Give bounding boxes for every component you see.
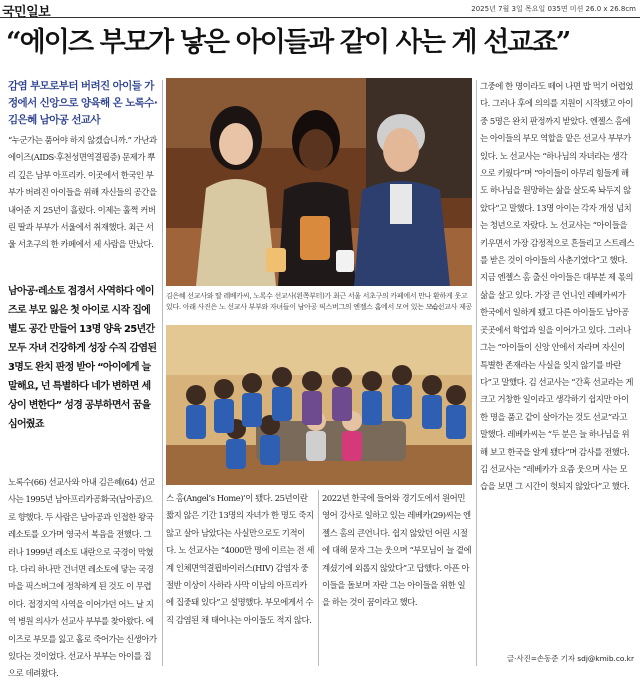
group-photo <box>166 325 472 485</box>
group-photo-illustration <box>166 325 472 485</box>
subheading-block: 남아공·레소토 접경서 사역하다 에이즈로 부모 잃은 첫 아이로 시작 집에 별도 공간 만들어 13명 양육 25년간 모두 자녀 건강하게 성장 수직 감염된 3명도 완치 판정 받아 “아이에게 늘 말해요, 넌 특별하다 네가 변하면 세상이 변한다” 성경 공부하면서 꿈을 심어줬죠 <box>8 286 157 430</box>
column-divider <box>318 490 319 666</box>
portrait-photo <box>166 78 472 286</box>
masthead <box>0 0 640 18</box>
article-paragraph: 그중에 한 명이라도 떼어 나면 밥 먹기 어렵었다. 그러나 후에 의의를 지원이 시작됐고 아이 중 5명은 완치 판정까지 받았다. 엔젤스 홈에는 아이들의 부모 역할을 맡은 선교사 부부가 있다. 노 선교사는 “하나님의 자녀라는 생각으로 키웠다”며 “아이들이 아무리 힘들게 해도 하나님을 원망하는 삶을 살도록 놔두지 않았다”고 말했다. 13명 아이는 각자 개성 넘치는 청년으로 자랐다. 노 선교사는 “아이들을 키우면서 가장 감정적으로 흔들리고 스트레스를 받은 것이 아이들의 사춘기였다”고 했다. 지금 엔젤스 홈 출신 아이들은 대부분 제 몫의 삶을 살고 있다. 가장 큰 언니인 레베카씨가 한국에서 일하게 됐고 다른 아이들도 남아공 곳곳에서 학업과 일을 이어가고 있다. 그러나 그는 “아이들이 신앙 안에서 자라며 자신이 특별한 존재라는 사실을 잊지 않기를 바란다”고 말했다. 김 선교사는 “간혹 선교라는 게 크고 거창한 일이라고 생각하기 쉽지만 아이 한 명을 품고 같이 살아가는 것도 선교”라고 말했다. 레베카씨는 “두 분은 늘 하나님을 위해 보고 한국을 알게 됐다”며 감사를 전했다. 김 선교사는 “레베카가 요즘 웃으며 사는 모습을 보면 그 시간이 헛되지 않았다”고 했다. <box>480 81 635 492</box>
photo-caption <box>166 291 472 313</box>
article-column-1 <box>8 474 158 679</box>
paper-name: 국민일보 <box>2 5 51 20</box>
article-paragraph: 2022년 한국에 들어와 경기도에서 원어민 영어 강사로 일하고 있는 레베카(29)씨는 엔젤스 홈의 큰언니다. 쉽지 않았던 어린 시절에 대해 묻자 그는 웃으며 “부모님이 늘 곁에 계셨기에 외롭지 않았다”고 답했다. 아픈 아이들을 돌보며 자란 그는 아이들을 위한 일을 하는 것이 꿈이라고 했다. <box>322 493 472 608</box>
article-paragraph: 노록수(66) 선교사와 아내 김은혜(64) 선교사는 1995년 남아프리카공화국(남아공)으로 향했다. 두 사람은 남아공과 인접한 왕국 레소토를 오가며 영국서 복음을 전했다. 그러나 1999년 레소토 내란으로 국경이 막혔다. 다리 하나만 건너면 레소토에 닿는 국경 마을 픽스버그에 정착하게 된 것도 이 무렵이다. 접경지역 사역을 이어가던 어느 날 지역 병원 의사가 선교사 부부를 찾아왔다. 에이즈로 부모를 잃고 홀로 죽어가는 신생아가 있다는 것이었다. 선교사 부부는 아이를 집으로 데려왔다. <box>8 477 157 679</box>
photo-caption-text: 김은혜 선교사와 딸 레베카씨, 노록수 선교사(왼쪽부터)가 최근 서울 서초구의 카페에서 만나 환하게 웃고 있다. 아래 사진은 노 선교사 부부와 자녀들이 남아공 픽스버그의 엔젤스 홈에서 모여 있는 모습. <box>166 292 468 311</box>
article-paragraph: “누군가는 품어야 하지 않겠습니까.” 가난과 에이즈(AIDS·후천성면역결핍증) 문제가 뿌리 깊은 남부 아프리카. 이곳에서 한국인 부부가 버려진 아이들을 위해 자신들의 공간을 내어준 지 25년이 흘렀다. 이제는 훌쩍 커버린 딸과 부부가 서울에서 취재했다. 최근 서울 서초구의 한 카페에서 세 사람을 만났다. <box>8 135 157 250</box>
headline: “에이즈 부모가 낳은 아이들과 같이 사는 게 선교죠” <box>6 27 570 58</box>
photo-credit: 노 선교사 제공 <box>429 303 472 311</box>
article-lead <box>8 132 158 280</box>
portrait-photo-illustration <box>166 78 472 286</box>
column-divider <box>162 80 163 666</box>
column-divider <box>476 80 477 666</box>
article-column-2 <box>166 490 314 666</box>
article-column-4 <box>480 78 634 654</box>
byline: 글·사진=손동준 기자 sdj@kmib.co.kr <box>506 654 634 663</box>
deck: 감염 부모로부터 버려진 아이들 가정에서 신앙으로 양육해 온 노록수·김은혜 남아공 선교사 <box>8 80 158 126</box>
article-paragraph: 스 홈(Angel’s Home)’이 됐다. 25년이란 짧지 않은 기간 13명의 자녀가 한 명도 죽지 않고 살아 남았다는 사실만으로도 기적이다. 노 선교사는 “4000만 명에 이르는 전 세계 인체면역결핍바이러스(HIV) 감염자 중 절반 이상이 사하라 사막 이남의 아프리카에 집중돼 있다”고 설명했다. 부모에게서 수직 감염된 채 태어나는 아이들도 적지 않다. <box>166 493 315 625</box>
article-column-3 <box>322 490 472 666</box>
issue-line: 2025년 7월 3일 목요일 035면 미션 26.0 x 26.8cm <box>471 5 636 13</box>
